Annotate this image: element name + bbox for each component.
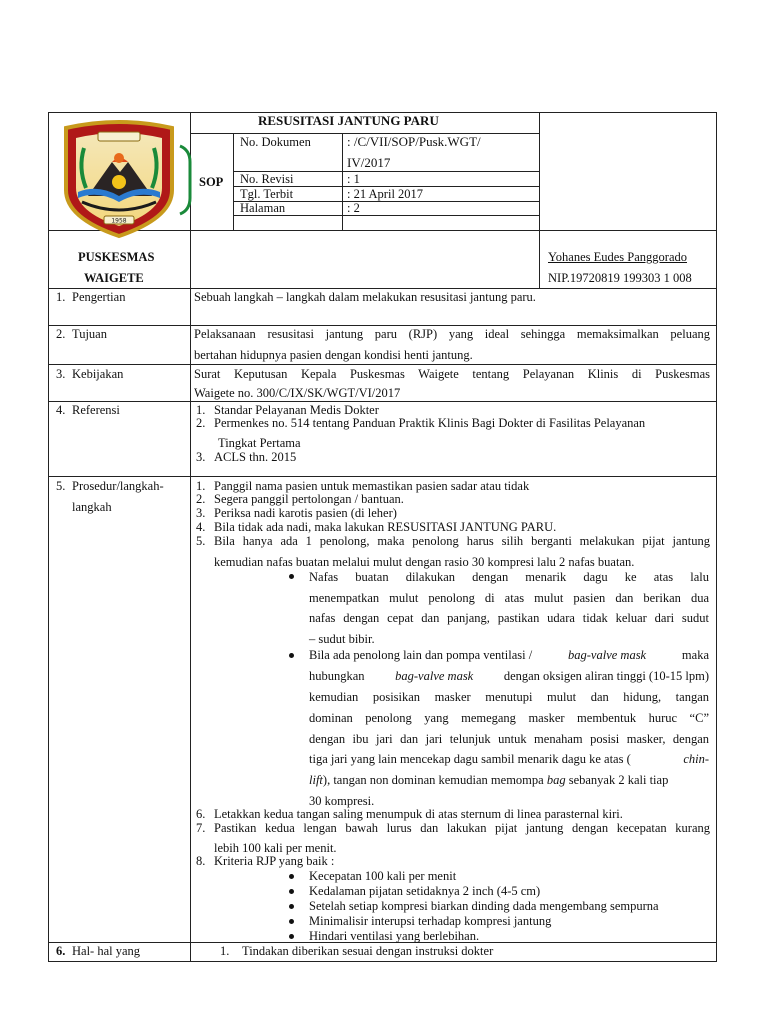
criteria-4: Minimalisir interupsi terhadap kompresi jantung xyxy=(309,914,552,928)
org-name-line1: PUSKESMAS xyxy=(78,250,155,264)
bullet-point xyxy=(289,574,294,579)
section-label-prosedur: Prosedur/langkah- xyxy=(72,479,164,493)
issue-date-label: Tgl. Terbit xyxy=(240,187,294,201)
section-number: 6. xyxy=(56,944,66,958)
section-number: 3. xyxy=(56,367,66,381)
step-1: Panggil nama pasien untuk memastikan pasien sadar atau tidak xyxy=(214,479,530,493)
tujuan-text-line1: Pelaksanaan resusitasi jantung paru (RJP) yang ideal sehingga memaksimalkan peluang xyxy=(194,327,710,341)
bullet-b-line2 xyxy=(309,668,709,684)
criteria-1: Kecepatan 100 kali per menit xyxy=(309,869,457,883)
kebijakan-text-line1: Surat Keputusan Kepala Puskesmas Waigete tentang Pelayanan Klinis di Puskesmas xyxy=(194,367,710,381)
section-number: 1. xyxy=(56,290,66,304)
bullet-b-line7-italic: lift xyxy=(309,773,323,787)
sop-label: SOP xyxy=(199,175,224,189)
ref-num: 2. xyxy=(196,416,206,430)
bullet-b-line7-a: ), tangan non dominan kemudian memompa xyxy=(322,773,544,787)
tujuan-text-line2: bertahan hidupnya pasien dengan kondisi henti jantung. xyxy=(194,348,473,362)
ref-item-2: Permenkes no. 514 tentang Panduan Praktik Klinis Bagi Dokter di Fasilitas Pelayanan xyxy=(214,416,646,430)
section-label-hal: Hal- hal yang xyxy=(72,944,141,958)
section-number: 5. xyxy=(56,479,66,493)
row-line-tujuan xyxy=(48,364,717,365)
bullet-b-line7 xyxy=(309,772,709,788)
bullet-a-line2: menempatkan mulut penolong di atas mulut pasien dan berikan dua xyxy=(309,591,709,605)
bullet-b-line2-b: dengan oksigen aliran tinggi (10-15 lpm) xyxy=(503,669,709,683)
criteria-3: Setelah setiap kompresi biarkan dinding dada mengembang sempurna xyxy=(309,899,659,913)
step-num: 6. xyxy=(196,807,206,821)
section-label-tujuan: Tujuan xyxy=(72,327,107,341)
bullet-a-line3: nafas dengan cepat dan panjang, pastikan udara tidak keluar dari sudut xyxy=(309,611,709,625)
org-name-line2: WAIGETE xyxy=(84,271,144,285)
bullet-point xyxy=(289,653,294,658)
step-3: Periksa nadi karotis pasien (di leher) xyxy=(214,506,397,520)
bullet-b-line8: 30 kompresi. xyxy=(309,794,375,808)
ref-num: 3. xyxy=(196,450,206,464)
step-num: 7. xyxy=(196,821,206,835)
section-label-pengertian: Pengertian xyxy=(72,290,126,304)
step-4: Bila tidak ada nadi, maka lakukan RESUSITASI JANTUNG PARU. xyxy=(214,520,557,534)
doc-number-value: : /C/VII/SOP/Pusk.WGT/ xyxy=(347,134,481,149)
doc-number-label: No. Dokumen xyxy=(240,135,311,149)
signature-column-divider xyxy=(539,112,540,288)
step-7: Pastikan kedua lengan bawah lurus dan lakukan pijat jantung dengan kecepatan kurang xyxy=(214,821,710,835)
bullet-b-line7-italic2: bag xyxy=(546,773,566,787)
bullet-a-line1: Nafas buatan dilakukan dengan menarik dagu ke atas lalu xyxy=(309,570,709,584)
section-label-prosedur-cont: langkah xyxy=(72,500,112,514)
page-value: : 2 xyxy=(347,201,360,215)
bullet-point xyxy=(289,874,294,879)
bullet-point xyxy=(289,934,294,939)
bullet-b-line2-italic: bag-valve mask xyxy=(395,669,474,683)
step-num: 1. xyxy=(196,479,206,493)
section-label-kebijakan: Kebijakan xyxy=(72,367,124,381)
step-num: 5. xyxy=(196,534,206,548)
signer-name: Yohanes Eudes Panggorado xyxy=(548,250,687,264)
section-number: 4. xyxy=(56,403,66,417)
table-right-border xyxy=(716,112,717,961)
step-6: Letakkan kedua tangan saling menumpuk di atas sternum di linea parasternal kiri. xyxy=(214,807,623,821)
green-bracket-decoration xyxy=(178,144,196,216)
document-title: RESUSITASI JANTUNG PARU xyxy=(258,113,439,128)
bullet-point xyxy=(289,919,294,924)
bullet-b-line6 xyxy=(309,751,709,767)
table-left-border xyxy=(48,112,49,961)
table-bottom-border xyxy=(48,961,717,962)
step-5-cont: kemudian nafas buatan melalui mulut dengan rasio 30 kompresi lalu 2 nafas buatan. xyxy=(214,555,635,569)
ref-item-1: Standar Pelayanan Medis Dokter xyxy=(214,403,379,417)
doc-number-value-cont: IV/2017 xyxy=(347,155,391,170)
step-2: Segera panggil pertolongan / bantuan. xyxy=(214,492,404,506)
logo-year: 1958 xyxy=(111,217,127,225)
page-label: Halaman xyxy=(240,201,286,215)
bullet-b-line5: dengan ibu jari dan jari telunjuk untuk menaham posisi masker, dengan xyxy=(309,732,709,746)
puskesmas-logo xyxy=(58,118,180,240)
bullet-b-line6-a: tiga jari yang lain mencekap dagu sambil menarik dagu ke atas ( xyxy=(309,752,631,766)
bullet-b-line4: dominan penolong yang memegang masker membentuk huruc “C” xyxy=(309,711,709,725)
pengertian-text: Sebuah langkah – langkah dalam melakukan resusitasi jantung paru. xyxy=(194,290,536,304)
ref-item-2-cont: Tingkat Pertama xyxy=(218,436,301,450)
signer-nip: NIP.19720819 199303 1 008 xyxy=(548,271,692,285)
bullet-a-line4: – sudut bibir. xyxy=(309,632,375,646)
step-num: 8. xyxy=(196,854,206,868)
bullet-b-line7-b: sebanyak 2 kali tiap xyxy=(568,773,669,787)
ref-num: 1. xyxy=(196,403,206,417)
criteria-2: Kedalaman pijatan setidaknya 2 inch (4-5 cm) xyxy=(309,884,541,898)
revision-value: : 1 xyxy=(347,172,360,186)
hal-item-num: 1. xyxy=(220,944,230,958)
bullet-b-line1-italic: bag-valve mask xyxy=(568,648,647,662)
body-column-divider xyxy=(190,288,191,961)
issue-date-value: : 21 April 2017 xyxy=(347,187,424,201)
step-5: Bila hanya ada 1 penolong, maka penolong harus silih berganti melakukan pijat jantung xyxy=(214,534,710,548)
criteria-5: Hindari ventilasi yang berlebihan. xyxy=(309,929,480,943)
revision-label: No. Revisi xyxy=(240,172,294,186)
bullet-b-line3: kemudian posisikan masker menutupi mulut dan hidung, tangan xyxy=(309,690,709,704)
bullet-point xyxy=(289,889,294,894)
bullet-b-line1-a: Bila ada penolong lain dan pompa ventilasi / xyxy=(309,648,533,662)
bullet-b-line6-italic: chin- xyxy=(683,752,709,766)
bullet-b-line1-b: maka xyxy=(681,648,709,662)
kebijakan-text-line2: Waigete no. 300/C/IX/SK/WGT/VI/2017 xyxy=(194,386,401,400)
step-num: 4. xyxy=(196,520,206,534)
step-num: 3. xyxy=(196,506,206,520)
step-7-cont: lebih 100 kali per menit. xyxy=(214,841,337,855)
bullet-b-line1 xyxy=(309,647,709,663)
section-number: 2. xyxy=(56,327,66,341)
row-line-referensi xyxy=(48,476,717,477)
ref-item-3: ACLS thn. 2015 xyxy=(214,450,297,464)
row-line-kebijakan xyxy=(48,401,717,402)
step-8: Kriteria RJP yang baik : xyxy=(214,854,335,868)
bullet-point xyxy=(289,904,294,909)
step-num: 2. xyxy=(196,492,206,506)
bullet-b-line2-a: hubungkan xyxy=(309,669,365,683)
section-label-referensi: Referensi xyxy=(72,403,120,417)
hal-item-1: Tindakan diberikan sesuai dengan instruksi dokter xyxy=(242,944,494,958)
